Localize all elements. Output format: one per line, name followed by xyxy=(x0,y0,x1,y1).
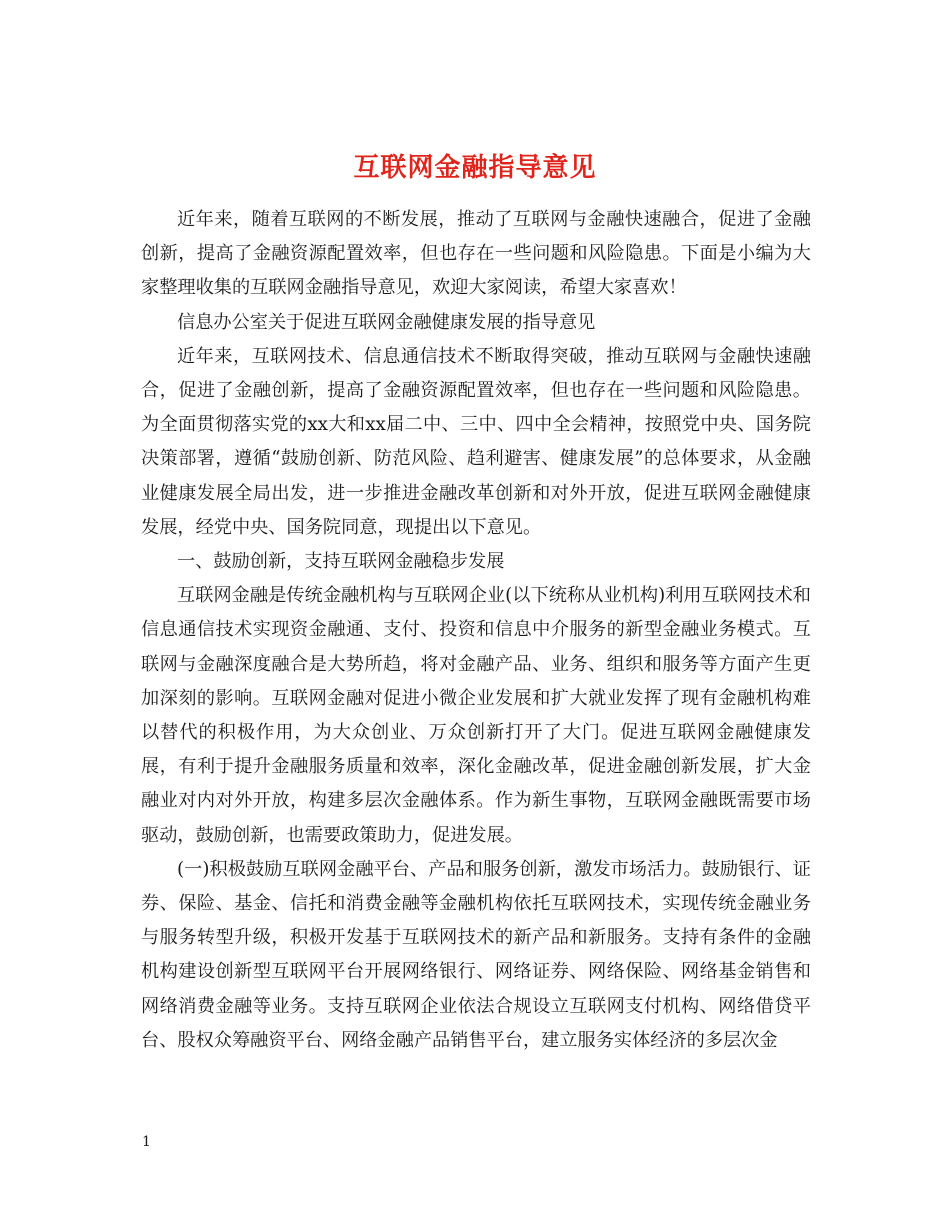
document-body xyxy=(141,203,811,1058)
intro-paragraph: 近年来，随着互联网的不断发展，推动了互联网与金融快速融合，促进了金融创新，提高了金融资源配置效率，但也存在一些问题和风险隐患。下面是小编为大家整理收集的互联网金融指导意见，欢迎大家阅读，希望大家喜欢！ xyxy=(141,209,811,299)
document-title: 互联网金融指导意见 xyxy=(353,153,597,184)
section-paragraph: 互联网金融是传统金融机构与互联网企业(以下统称从业机构)利用互联网技术和信息通信技术实现资金融通、支付、投资和信息中介服务的新型金融业务模式。互联网与金融深度融合是大势所趋，将对金融产品、业务、组织和服务等方面产生更加深刻的影响。互联网金融对促进小微企业发展和扩大就业发挥了现有金融机构难以替代的积极作用，为大众创业、万众创新打开了大门。促进互联网金融健康发展，有利于提升金融服务质量和效率，深化金融改革，促进金融创新发展，扩大金融业对内对外开放，构建多层次金融体系。作为新生事物，互联网金融既需要市场驱动，鼓励创新，也需要政策助力，促进发展。 xyxy=(141,585,811,846)
section-heading: 一、鼓励创新，支持互联网金融稳步发展 xyxy=(177,551,505,573)
clause-paragraph: (一)积极鼓励互联网金融平台、产品和服务创新，激发市场活力。鼓励银行、证券、保险、基金、信托和消费金融等金融机构依托互联网技术，实现传统金融业务与服务转型升级，积极开发基于互联网技术的新产品和新服务。支持有条件的金融机构建设创新型互联网平台开展网络银行、网络证券、网络保险、网络基金销售和网络消费金融等业务。支持互联网企业依法合规设立互联网支付机构、网络借贷平台、股权众筹融资平台、网络金融产品销售平台，建立服务实体经济的多层次金 xyxy=(141,858,811,1051)
preamble-paragraph: 近年来，互联网技术、信息通信技术不断取得突破，推动互联网与金融快速融合，促进了金融创新，提高了金融资源配置效率，但也存在一些问题和风险隐患。为全面贯彻落实党的xx大和xx届二中、三中、四中全会精神，按照党中央、国务院决策部署，遵循“鼓励创新、防范风险、趋利避害、健康发展”的总体要求，从金融业健康发展全局出发，进一步推进金融改革创新和对外开放，促进互联网金融健康发展，经党中央、国务院同意，现提出以下意见。 xyxy=(141,345,811,538)
page-number: 1 xyxy=(142,1134,151,1150)
subtitle-paragraph: 信息办公室关于促进互联网金融健康发展的指导意见 xyxy=(177,311,596,333)
